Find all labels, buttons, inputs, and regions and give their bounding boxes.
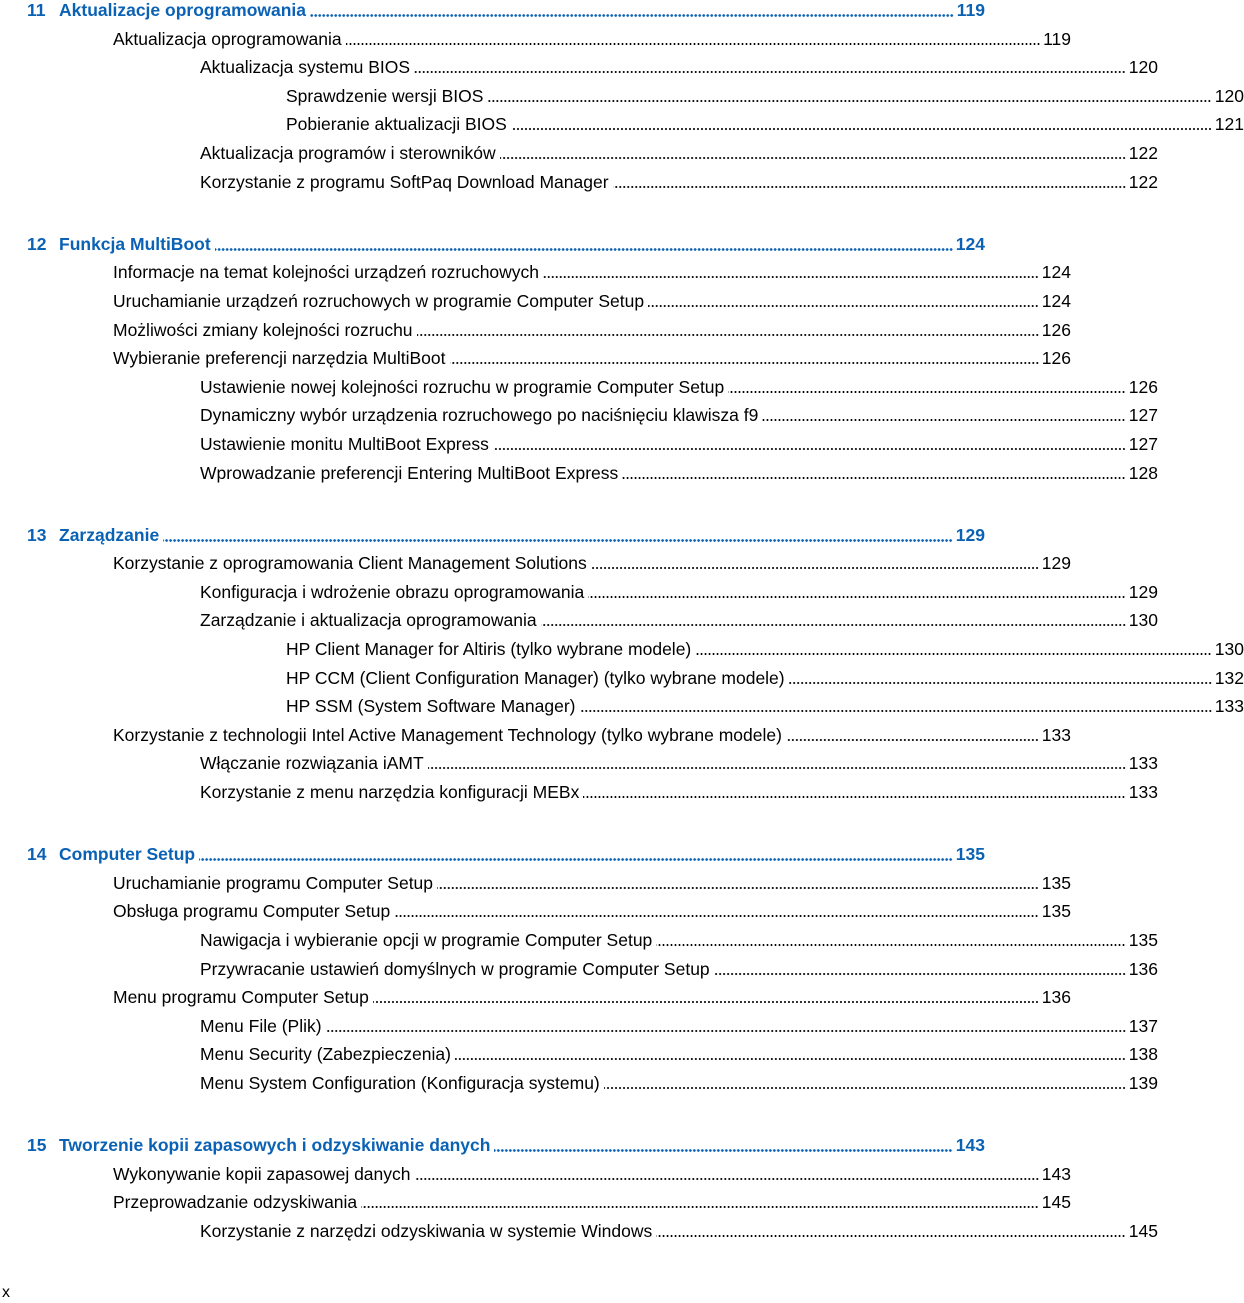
toc-entry[interactable] — [0, 260, 1071, 284]
toc-entry[interactable] — [0, 1190, 1071, 1214]
toc-page-number: 143 — [1041, 1163, 1071, 1184]
dot-leader — [215, 248, 953, 251]
dot-leader — [714, 973, 1126, 975]
dot-leader — [543, 276, 1039, 278]
toc-entry[interactable] — [0, 346, 1071, 370]
toc-entry[interactable] — [0, 318, 1071, 342]
toc-page-number: 120 — [1128, 57, 1158, 78]
toc-entry-title: Korzystanie z technologii Intel Active Management Technology (tylko wybrane modele) — [113, 724, 782, 745]
toc-page-number: 122 — [1128, 143, 1158, 163]
toc-page-number: 126 — [1041, 319, 1071, 340]
toc-entry[interactable] — [0, 957, 1158, 981]
toc-page-number: 145 — [1041, 1192, 1071, 1213]
toc-entry-title: Korzystanie z oprogramowania Client Management Solutions — [113, 553, 587, 574]
chapter-number: 13 — [27, 524, 47, 545]
toc-page-number: 133 — [1041, 724, 1071, 745]
dot-leader — [656, 944, 1126, 946]
dot-leader — [511, 128, 1212, 130]
toc-entry[interactable] — [0, 899, 1071, 923]
toc-page-number: 128 — [1128, 462, 1158, 483]
toc-entry-title: Nawigacja i wybieranie opcji w programie Computer Setup — [200, 929, 653, 950]
toc-entry-title — [27, 0, 306, 22]
toc-entry-title: Włączanie rozwiązania iAMT — [200, 753, 424, 774]
toc-page-number: 136 — [1128, 958, 1158, 979]
toc-entry-title: Konfiguracja i wdrożenie obrazu oprogramowania — [200, 581, 585, 602]
toc-entry-title: Aktualizacja oprogramowania — [113, 28, 342, 49]
toc-entry[interactable] — [0, 1042, 1158, 1066]
dot-leader — [417, 334, 1039, 336]
toc-entry-title: Informacje na temat kolejności urządzeń rozruchowych — [113, 262, 540, 283]
dot-leader — [415, 1178, 1039, 1180]
chapter-title: Aktualizacje oprogramowania — [59, 0, 307, 20]
toc-entry[interactable] — [0, 432, 1158, 456]
toc-entry-title: Ustawienie nowej kolejności rozruchu w programie Computer Setup — [200, 376, 725, 397]
toc-page-number: 135 — [1041, 901, 1071, 922]
dot-leader — [580, 710, 1212, 712]
dot-leader — [789, 682, 1212, 684]
dot-leader — [428, 767, 1126, 769]
toc-entry-title — [27, 232, 211, 256]
dot-leader — [414, 71, 1126, 73]
dot-leader — [541, 624, 1126, 626]
dot-leader — [310, 14, 954, 17]
toc-page-number: 124 — [955, 233, 985, 254]
toc-entry[interactable] — [0, 871, 1071, 895]
toc-entry[interactable] — [0, 551, 1071, 575]
toc-entry[interactable] — [0, 403, 1158, 427]
toc-entry-title: Sprawdzenie wersji BIOS — [286, 85, 484, 106]
toc-entry-title: Zarządzanie i aktualizacja oprogramowania — [200, 610, 537, 631]
chapter-title: Tworzenie kopii zapasowych i odzyskiwanie danych — [59, 1135, 491, 1155]
toc-entry-title: Obsługa programu Computer Setup — [113, 901, 391, 922]
toc-page-number: 127 — [1128, 433, 1158, 454]
toc-entry[interactable] — [0, 1162, 1071, 1186]
toc-entry[interactable] — [0, 580, 1158, 604]
toc-entry-title: Menu System Configuration (Konfiguracja systemu) — [200, 1072, 600, 1093]
toc-entry-title: Aktualizacja programów i sterowników — [200, 143, 496, 163]
toc-entry-title: Wprowadzanie preferencji Entering MultiBoot Express — [200, 462, 619, 483]
dot-leader — [656, 1235, 1126, 1237]
toc-entry[interactable] — [0, 985, 1071, 1009]
toc-chapter-entry[interactable] — [0, 842, 985, 866]
dot-leader — [487, 100, 1211, 102]
toc-page-number: 139 — [1128, 1072, 1158, 1093]
toc-chapter-entry[interactable] — [0, 1133, 985, 1157]
toc-entry-title: Korzystanie z menu narzędzia konfiguracji MEBx — [200, 782, 580, 802]
toc-entry[interactable] — [0, 637, 1244, 661]
dot-leader — [437, 887, 1039, 889]
toc-entry-title: Możliwości zmiany kolejności rozruchu — [113, 319, 413, 340]
dot-leader — [494, 1149, 952, 1152]
chapter-title: Computer Setup — [59, 844, 196, 865]
toc-page-number: 126 — [1041, 348, 1071, 369]
chapter-title: Zarządzanie — [59, 524, 160, 545]
toc-page-number: 132 — [1214, 667, 1244, 688]
toc-page-number: 135 — [955, 844, 985, 865]
toc-page-number: 119 — [1043, 28, 1071, 49]
toc-entry-title — [27, 523, 159, 547]
toc-entry-title: HP CCM (Client Configuration Manager) (tylko wybrane modele) — [286, 667, 785, 688]
dot-leader — [762, 419, 1125, 421]
toc-page-number: 127 — [1128, 405, 1158, 426]
dot-leader — [613, 186, 1126, 188]
toc-page-number: 129 — [955, 524, 985, 545]
toc-chapter-entry[interactable] — [0, 232, 985, 256]
toc-entry-title: Korzystanie z narzędzi odzyskiwania w systemie Windows — [200, 1220, 653, 1241]
toc-entry[interactable] — [0, 1219, 1158, 1243]
toc-entry[interactable] — [0, 780, 1158, 804]
dot-leader — [695, 653, 1212, 655]
toc-entry-title: Dynamiczny wybór urządzenia rozruchowego po naciśnięciu klawisza f9 — [200, 405, 759, 426]
toc-entry-title: Uruchamianie programu Computer Setup — [113, 872, 434, 893]
dot-leader — [500, 157, 1126, 159]
chapter-number: 12 — [27, 233, 47, 254]
toc-page-number: 145 — [1128, 1220, 1158, 1241]
dot-leader — [346, 43, 1041, 45]
toc-entry-title — [27, 1133, 490, 1157]
toc-entry[interactable] — [0, 27, 1071, 51]
toc-entry-title: HP Client Manager for Altiris (tylko wybrane modele) — [286, 639, 692, 659]
dot-leader — [455, 1058, 1126, 1060]
toc-entry-title: Wybieranie preferencji narzędzia MultiBoot — [113, 348, 446, 369]
toc-entry[interactable] — [0, 1014, 1158, 1038]
dot-leader — [163, 539, 953, 542]
toc-entry[interactable] — [0, 375, 1158, 399]
toc-entry-title: HP SSM (System Software Manager) — [286, 696, 576, 717]
toc-entry[interactable] — [0, 694, 1244, 718]
dot-leader — [622, 477, 1126, 479]
toc-page-number: 133 — [1128, 782, 1158, 802]
toc-chapter-entry[interactable] — [0, 0, 985, 22]
dot-leader — [373, 1001, 1039, 1003]
toc-entry-title: Pobieranie aktualizacji BIOS — [286, 114, 507, 135]
toc-page-number: 120 — [1214, 85, 1244, 106]
dot-leader — [450, 362, 1039, 364]
dot-leader — [786, 739, 1039, 741]
toc-page-number: 129 — [1041, 553, 1071, 574]
toc-entry-title: Aktualizacja systemu BIOS — [200, 57, 411, 78]
chapter-number: 11 — [27, 0, 46, 20]
toc-page-number: 136 — [1041, 987, 1071, 1008]
dot-leader — [583, 796, 1125, 798]
chapter-number: 14 — [27, 844, 47, 865]
toc-page-number: 138 — [1128, 1044, 1158, 1065]
dot-leader — [591, 567, 1039, 569]
toc-entry-title: Przeprowadzanie odzyskiwania — [113, 1192, 358, 1213]
toc-page-number: 119 — [956, 0, 985, 20]
toc-entry[interactable] — [0, 608, 1158, 632]
dot-leader — [361, 1206, 1039, 1208]
toc-entry[interactable] — [0, 751, 1158, 775]
toc-entry[interactable] — [0, 112, 1244, 136]
dot-leader — [728, 391, 1126, 393]
toc-entry-title: Menu Security (Zabezpieczenia) — [200, 1044, 451, 1065]
toc-entry[interactable] — [0, 461, 1158, 485]
dot-leader — [199, 858, 953, 861]
toc-page-number: 143 — [955, 1135, 985, 1155]
toc-entry-title: Przywracanie ustawień domyślnych w programie Computer Setup — [200, 958, 710, 979]
toc-entry[interactable] — [0, 928, 1158, 952]
toc-entry-title: Wykonywanie kopii zapasowej danych — [113, 1163, 411, 1184]
toc-entry[interactable] — [0, 1071, 1158, 1095]
toc-page-number: 122 — [1128, 171, 1158, 192]
toc-entry-title — [27, 842, 195, 866]
toc-page-number: 129 — [1128, 581, 1158, 602]
dot-leader — [326, 1030, 1126, 1032]
toc-entry[interactable] — [0, 723, 1071, 747]
page-number: x — [2, 1284, 10, 1301]
toc-page-number: 135 — [1128, 929, 1158, 950]
toc-page-number: 121 — [1214, 114, 1244, 135]
chapter-number: 15 — [27, 1135, 47, 1155]
toc-entry[interactable] — [0, 289, 1071, 313]
toc-entry[interactable] — [0, 170, 1158, 194]
toc-page-number: 124 — [1041, 262, 1071, 283]
toc-entry[interactable] — [0, 141, 1158, 165]
toc-entry[interactable] — [0, 55, 1158, 79]
toc-entry[interactable] — [0, 666, 1244, 690]
dot-leader — [648, 305, 1039, 307]
toc-page-number: 135 — [1041, 872, 1071, 893]
toc-page-number: 130 — [1128, 610, 1158, 631]
dot-leader — [394, 915, 1039, 917]
toc-entry-title: Korzystanie z programu SoftPaq Download Manager — [200, 171, 609, 192]
chapter-title: Funkcja MultiBoot — [59, 233, 211, 254]
dot-leader — [588, 596, 1126, 598]
toc-entry-title: Menu programu Computer Setup — [113, 987, 369, 1008]
toc-entry-title: Ustawienie monitu MultiBoot Express — [200, 433, 489, 454]
toc-page-number: 130 — [1214, 639, 1244, 659]
toc-page-number: 133 — [1128, 753, 1158, 774]
dot-leader — [493, 448, 1126, 450]
dot-leader — [604, 1087, 1126, 1089]
toc-page-number: 126 — [1128, 376, 1158, 397]
toc-page-number: 137 — [1128, 1015, 1158, 1036]
toc-page-number: 133 — [1214, 696, 1244, 717]
toc-entry-title: Uruchamianie urządzeń rozruchowych w programie Computer Setup — [113, 290, 645, 311]
toc-entry-title: Menu File (Plik) — [200, 1015, 322, 1036]
toc-page-number: 124 — [1041, 290, 1071, 311]
toc-chapter-entry[interactable] — [0, 523, 985, 547]
toc-entry[interactable] — [0, 84, 1244, 108]
